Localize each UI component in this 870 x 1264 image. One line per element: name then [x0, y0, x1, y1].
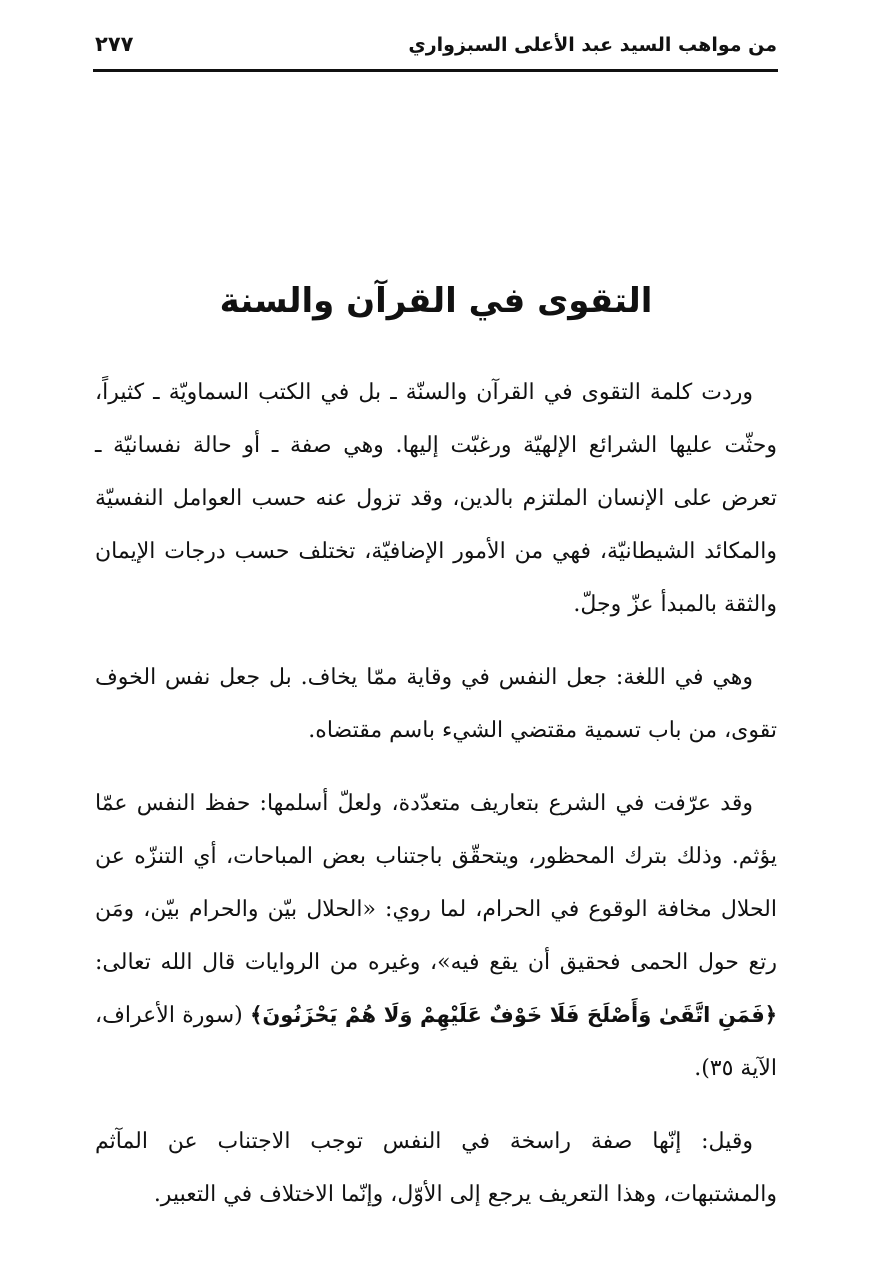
paragraph-linguistic-meaning: وهي في اللغة: جعل النفس في وقاية ممّا يخاف. بل جعل نفس الخوف تقوى، من باب تسمية مقتضي الشيء باسم مقتضاه.: [95, 665, 777, 743]
body-text: [95, 366, 777, 1241]
running-header: [95, 30, 777, 70]
paragraph-definition-intro: وردت كلمة التقوى في القرآن والسنّة ـ بل في الكتب السماويّة ـ كثيراً، وحثّت عليها الشرائع الإلهيّة ورغبّت إليها. وهي صفة ـ أو حالة نفسانيّة ـ تعرض على الإنسان الملتزم بالدين، وقد تزول عنه حسب العوامل النفسيّة والمكائد الشيطانيّة، فهي من الأمور الإضافيّة، تختلف حسب درجات الإيمان والثقة بالمبدأ عزّ وجلّ.: [95, 380, 777, 617]
page-number: ٢٧٧: [95, 32, 134, 56]
quran-verse: ﴿فَمَنِ اتَّقَىٰ وَأَصْلَحَ فَلَا خَوْفٌ عَلَيْهِمْ وَلَا هُمْ يَحْزَنُونَ﴾: [250, 1003, 777, 1027]
verse-citation: (سورة الأعراف، الآية ٣٥).: [95, 1003, 777, 1081]
paragraph-legal-definition: [95, 777, 777, 1095]
legal-definition-text: وقد عرّفت في الشرع بتعاريف متعدّدة، ولعلّ أسلمها: حفظ النفس عمّا يؤثم. وذلك بترك المحظور، ويتحقّق باجتناب بعض المباحات، أي التنزّه عن الحلال مخافة الوقوع في الحرام، لما روي: «الحلال بيّن والحرام بيّن، ومَن رتع حول الحمى فحقيق أن يقع فيه»، وغيره من الروايات قال الله تعالى:: [95, 791, 777, 975]
header-rule: [93, 69, 778, 72]
running-header-title: من مواهب السيد عبد الأعلى السبزواري: [408, 34, 777, 56]
paragraph-alternative-definition: وقيل: إنّها صفة راسخة في النفس توجب الاجتناب عن المآثم والمشتبهات، وهذا التعريف يرجع إلى الأوّل، وإنّما الاختلاف في التعبير.: [95, 1129, 777, 1207]
chapter-title: التقوى في القرآن والسنة: [219, 281, 653, 321]
